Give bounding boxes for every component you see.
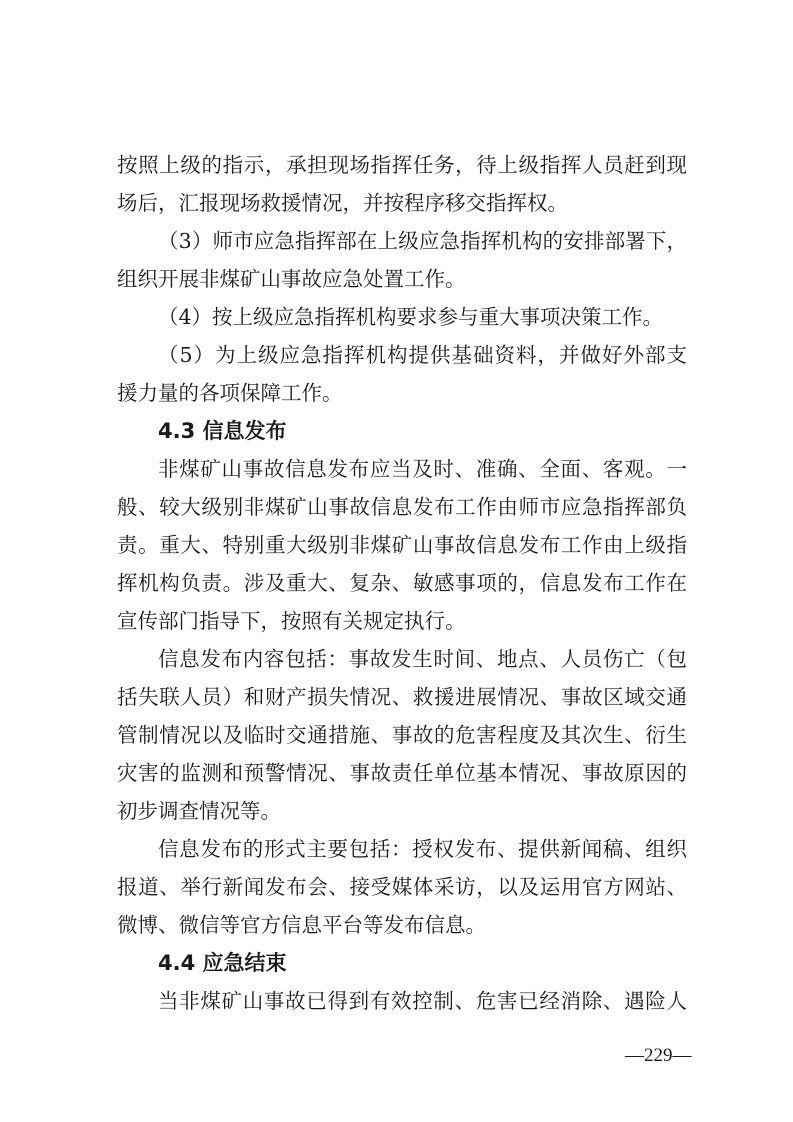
text-line: 初步调查情况等。: [117, 799, 281, 823]
text-line: 场后，汇报现场救援情况，并按程序移交指挥权。: [117, 191, 568, 215]
text-line: 援力量的各项保障工作。: [117, 381, 343, 405]
section-heading: 4.3 信息发布: [158, 419, 287, 443]
text-line: 当非煤矿山事故已得到有效控制、危害已经消除、遇险人: [158, 989, 687, 1013]
text-line: 组织开展非煤矿山事故应急处置工作。: [117, 267, 466, 291]
text-line: （4）按上级应急指挥机构要求参与重大事项决策工作。: [158, 305, 664, 329]
text-line: 责。重大、特别重大级别非煤矿山事故信息发布工作由上级指: [117, 533, 687, 557]
section-heading: 4.4 应急结束: [158, 951, 287, 975]
text-line: 般、较大级别非煤矿山事故信息发布工作由师市应急指挥部负: [117, 495, 687, 519]
text-line: （3）师市应急指挥部在上级应急指挥机构的安排部署下，: [158, 229, 687, 253]
text-line: 非煤矿山事故信息发布应当及时、准确、全面、客观。一: [158, 457, 687, 481]
text-line: 报道、举行新闻发布会、接受媒体采访，以及运用官方网站、: [117, 875, 687, 899]
text-line: 挥机构负责。涉及重大、复杂、敏感事项的，信息发布工作在: [117, 571, 687, 595]
text-line: 信息发布内容包括：事故发生时间、地点、人员伤亡（包: [158, 647, 687, 671]
text-line: 信息发布的形式主要包括：授权发布、提供新闻稿、组织: [158, 837, 687, 861]
text-line: 按照上级的指示，承担现场指挥任务，待上级指挥人员赶到现: [117, 153, 687, 177]
text-line: 宣传部门指导下，按照有关规定执行。: [117, 609, 466, 633]
text-line: 灾害的监测和预警情况、事故责任单位基本情况、事故原因的: [117, 761, 687, 785]
text-line: 管制情况以及临时交通措施、事故的危害程度及其次生、衍生: [117, 723, 687, 747]
text-line: （5）为上级应急指挥机构提供基础资料，并做好外部支: [158, 343, 687, 367]
page-number: —229—: [625, 1045, 692, 1066]
text-line: 括失联人员）和财产损失情况、救援进展情况、事故区域交通: [117, 685, 687, 709]
text-line: 微博、微信等官方信息平台等发布信息。: [117, 913, 486, 937]
